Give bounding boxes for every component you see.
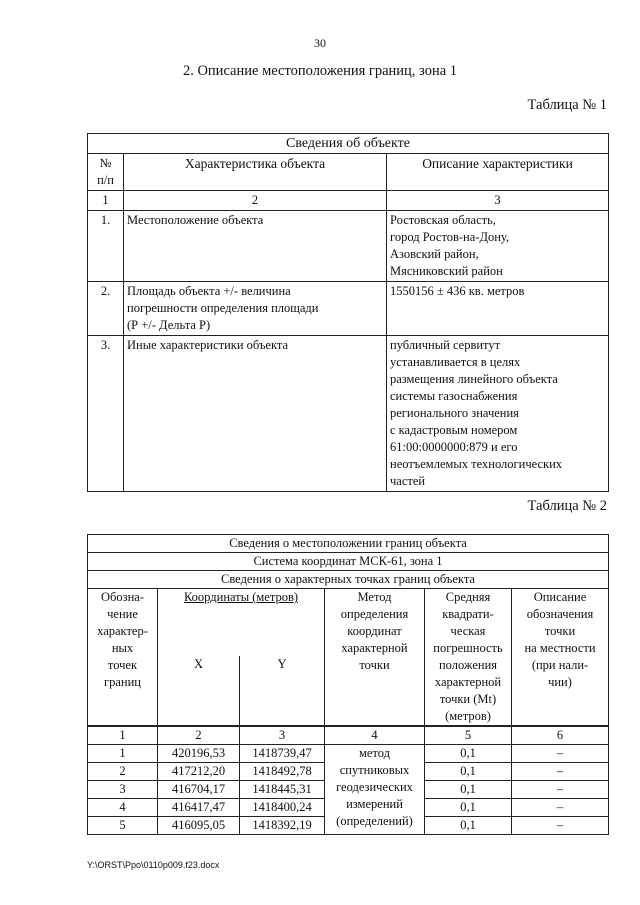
point-y: 1418739,47	[240, 745, 325, 763]
row-description: публичный сервитут устанавливается в целях размещения линейного объекта системы газоснабжения регионального значения с кадастровым номером 61:00:0000000:879 и его неотъемлемых технологических частей	[387, 336, 609, 492]
row-description: Ростовская область, город Ростов-на-Дону, Азовский район, Мясниковский район	[387, 211, 609, 282]
point-description: –	[512, 745, 609, 763]
point-id: 5	[88, 817, 158, 835]
point-description: –	[512, 763, 609, 781]
table1-colnum: 1	[88, 191, 124, 211]
boundary-points-table	[87, 534, 609, 835]
point-mt: 0,1	[425, 763, 512, 781]
table2-colnum: 6	[512, 726, 609, 745]
table2-subcaption: Сведения о характерных точках границ объекта	[88, 571, 609, 589]
point-id: 3	[88, 781, 158, 799]
table2-colnum: 3	[240, 726, 325, 745]
table1-header-characteristic: Характеристика объекта	[124, 154, 387, 191]
row-characteristic: Иные характеристики объекта	[124, 336, 387, 492]
point-id: 1	[88, 745, 158, 763]
header-coordinates-text: Координаты (метров)	[183, 590, 299, 604]
file-path-footer: Y:\ORST\Ppo\0110p009.f23.docx	[87, 860, 220, 870]
point-description: –	[512, 799, 609, 817]
header-method: Метод определения координат характерной точки	[325, 589, 425, 727]
table1-header-description: Описание характеристики	[387, 154, 609, 191]
point-y: 1418400,24	[240, 799, 325, 817]
table-row	[88, 336, 609, 492]
row-characteristic: Площадь объекта +/- величина погрешности определения площади (Р +/- Дельта Р)	[124, 282, 387, 336]
section-title: 2. Описание местоположения границ, зона 1	[182, 63, 458, 79]
table2-colnum: 2	[158, 726, 240, 745]
point-x: 417212,20	[158, 763, 240, 781]
table-row	[88, 282, 609, 336]
page-number: 30	[314, 36, 326, 50]
header-point-designation: Обозна- чение характер- ных точек границ	[88, 589, 158, 727]
row-characteristic: Местоположение объекта	[124, 211, 387, 282]
point-mt: 0,1	[425, 799, 512, 817]
point-id: 2	[88, 763, 158, 781]
header-coordinates	[158, 589, 325, 657]
point-x: 416417,47	[158, 799, 240, 817]
point-mt: 0,1	[425, 817, 512, 835]
point-y: 1418445,31	[240, 781, 325, 799]
table1-colnum: 2	[124, 191, 387, 211]
point-description: –	[512, 817, 609, 835]
point-id: 4	[88, 799, 158, 817]
table1-label: Таблица № 1	[527, 97, 607, 113]
header-point-description: Описание обозначения точки на местности (при нали- чии)	[512, 589, 609, 727]
point-x: 416095,05	[158, 817, 240, 835]
table2-colnum: 5	[425, 726, 512, 745]
point-y: 1418392,19	[240, 817, 325, 835]
point-description: –	[512, 781, 609, 799]
table2-caption: Сведения о местоположении границ объекта	[88, 535, 609, 553]
header-x: X	[158, 656, 240, 726]
point-mt: 0,1	[425, 745, 512, 763]
table2-colnum: 1	[88, 726, 158, 745]
header-mean-error: Средняя квадрати- ческая погрешность положения характерной точки (Mt) (метров)	[425, 589, 512, 727]
table2-colnum: 4	[325, 726, 425, 745]
row-description: 1550156 ± 436 кв. метров	[387, 282, 609, 336]
object-info-table	[87, 133, 609, 492]
point-x: 420196,53	[158, 745, 240, 763]
row-number: 3.	[88, 336, 124, 492]
point-mt: 0,1	[425, 781, 512, 799]
row-number: 1.	[88, 211, 124, 282]
point-x: 416704,17	[158, 781, 240, 799]
table2-label: Таблица № 2	[527, 498, 607, 514]
table-row	[88, 745, 609, 763]
table1-colnum: 3	[387, 191, 609, 211]
header-y: Y	[240, 656, 325, 726]
table-row	[88, 211, 609, 282]
table2-coordinate-system: Система координат МСК-61, зона 1	[88, 553, 609, 571]
table1-header-num: № п/п	[88, 154, 124, 191]
method-cell: метод спутниковых геодезических измерений (определений)	[325, 745, 425, 835]
point-y: 1418492,78	[240, 763, 325, 781]
table1-caption: Сведения об объекте	[88, 134, 609, 154]
row-number: 2.	[88, 282, 124, 336]
